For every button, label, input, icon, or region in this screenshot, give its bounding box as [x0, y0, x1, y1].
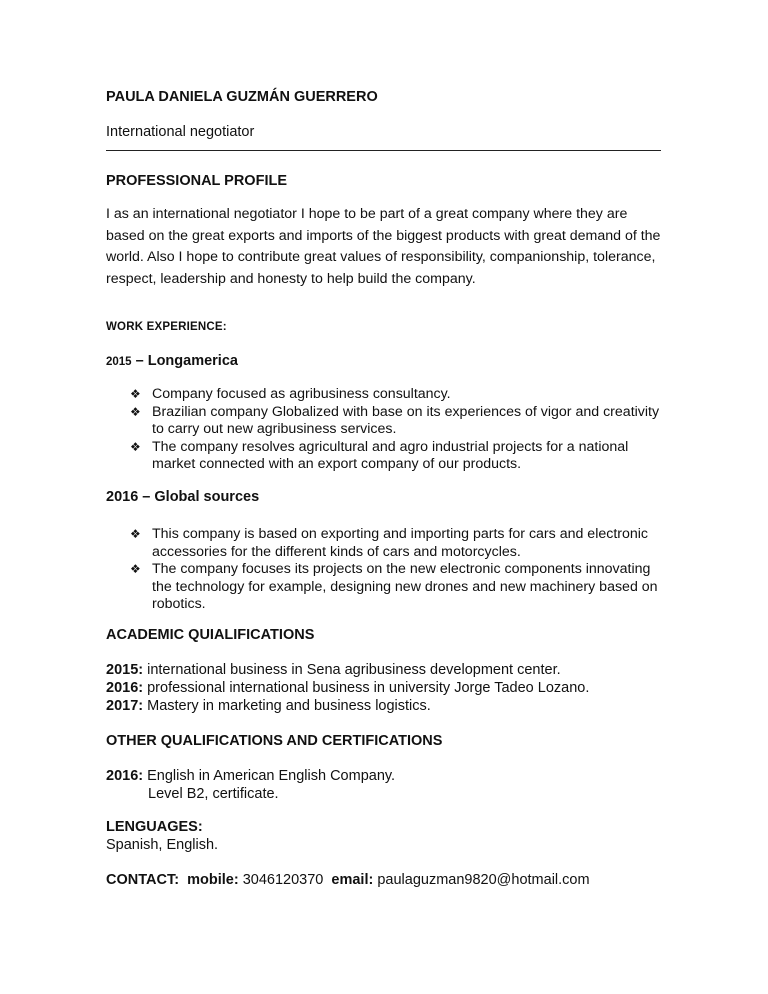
diamond-bullet-icon: ❖: [130, 527, 141, 541]
job-company: Global sources: [154, 489, 260, 505]
list-item: ❖ The company resolves agricultural and agro industrial projects for a national market connected with an export company of our products.: [130, 438, 629, 472]
academic-item: 2017: Mastery in marketing and business logistics.: [106, 698, 431, 714]
other-qualifications-heading: OTHER QUALIFICATIONS AND CERTIFICATIONS: [106, 733, 443, 749]
academic-list: [106, 661, 589, 715]
candidate-name: PAULA DANIELA GUZMÁN GUERRERO: [106, 89, 378, 105]
candidate-title: International negotiator: [106, 124, 255, 140]
job-bullets-longamerica: [128, 386, 668, 474]
email-label: email:: [331, 872, 374, 888]
job-title-global-sources: [106, 489, 259, 505]
job-dash: –: [138, 489, 155, 505]
contact-label: CONTACT:: [106, 872, 180, 888]
diamond-bullet-icon: ❖: [130, 404, 141, 419]
languages-heading: LENGUAGES:: [106, 819, 203, 835]
list-item: ❖ Company focused as agribusiness consultancy.: [130, 386, 451, 402]
profile-heading: PROFESSIONAL PROFILE: [106, 173, 288, 189]
academic-heading: ACADEMIC QUIALIFICATIONS: [106, 627, 315, 643]
job-title-longamerica: [106, 353, 238, 369]
languages-text: Spanish, English.: [106, 837, 219, 853]
list-item: ❖ This company is based on exporting and importing parts for cars and electronic accessories for the different kinds of cars and motorcycles.: [130, 526, 649, 560]
academic-item: 2016: professional international business in university Jorge Tadeo Lozano.: [106, 680, 590, 696]
other-qualifications-item: 2016: English in American English Company. Level B2, certificate.: [106, 768, 396, 802]
job-bullets-global-sources: [128, 526, 668, 614]
diamond-bullet-icon: ❖: [130, 387, 141, 401]
job-year: 2016: [106, 489, 139, 505]
contact-line: [106, 872, 590, 888]
mobile-number[interactable]: 3046120370: [242, 872, 324, 888]
certificate-detail: Level B2, certificate.: [148, 786, 279, 802]
diamond-bullet-icon: ❖: [130, 439, 141, 454]
academic-item: 2015: international business in Sena agribusiness development center.: [106, 662, 561, 678]
list-item: ❖ Brazilian company Globalized with base on its experiences of vigor and creativity to carry out new agribusiness services.: [130, 403, 660, 437]
profile-text: I as an international negotiator I hope to be part of a great company where they are based on the great exports and imports of the biggest products with great demand of the world. Also I hope to contribute great values of responsibility, companionship, tolerance, respect, leadership and honesty to help build the company.: [106, 206, 661, 287]
email-address[interactable]: paulaguzman9820@hotmail.com: [377, 872, 590, 888]
header-divider: [106, 150, 661, 151]
job-company: Longamerica: [147, 353, 238, 369]
job-year: 2015: [106, 356, 132, 368]
mobile-label: mobile:: [187, 872, 239, 888]
list-item: ❖ The company focuses its projects on the new electronic components innovating the technology for example, designing new drones and new machinery based on robotics.: [130, 561, 658, 612]
job-dash: –: [131, 353, 148, 369]
diamond-bullet-icon: ❖: [130, 562, 141, 576]
work-experience-heading: WORK EXPERIENCE:: [106, 321, 227, 333]
